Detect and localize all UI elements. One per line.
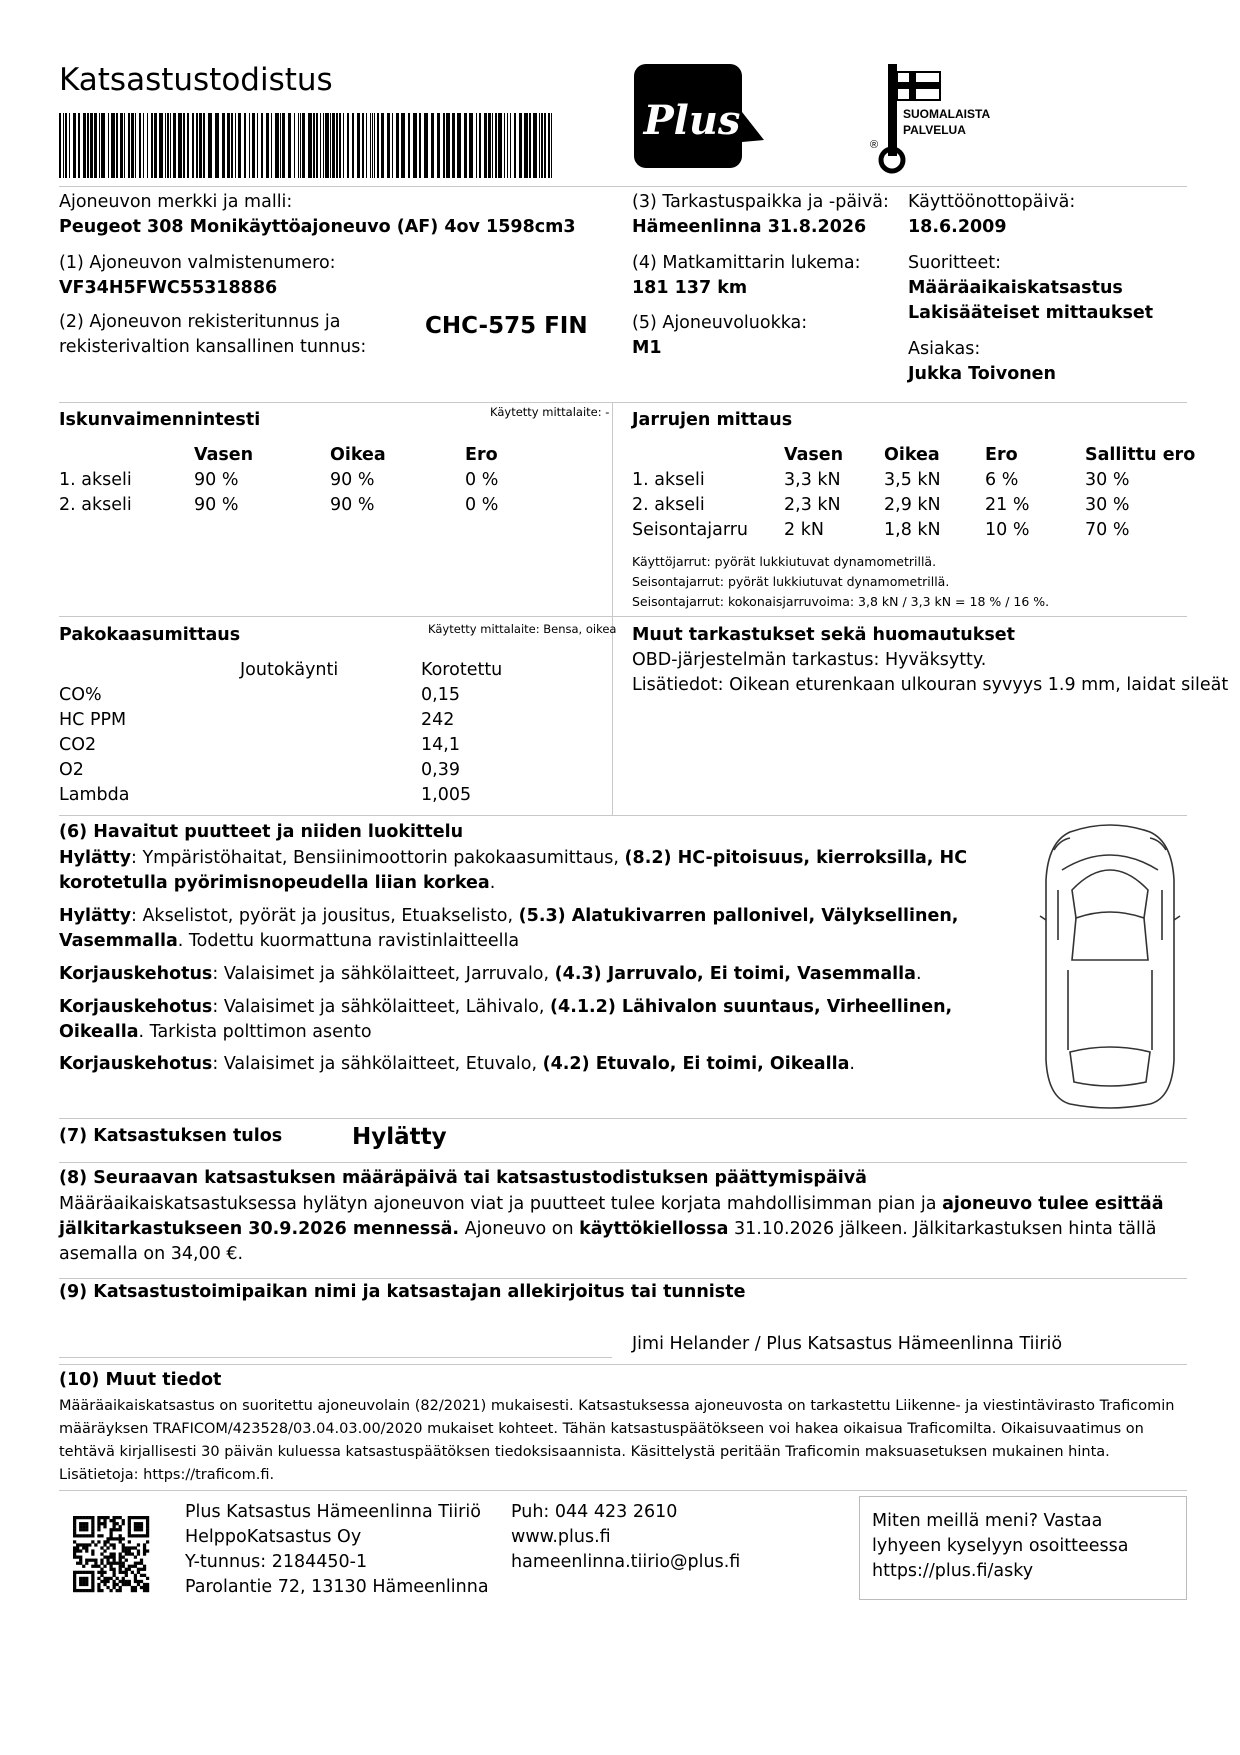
exhaust-row-label: CO2 xyxy=(59,735,97,755)
shock-row-2-left: 90 % xyxy=(194,495,239,515)
brakes-row-3-left: 2 kN xyxy=(784,520,824,540)
vehicle-class: M1 xyxy=(632,338,662,358)
shock-row-1-right: 90 % xyxy=(330,470,375,490)
odometer: 181 137 km xyxy=(632,278,748,298)
brakes-header-allowed: Sallittu ero xyxy=(1085,445,1196,465)
barcode xyxy=(59,113,554,178)
suomalaista-palvelua-logo xyxy=(868,62,991,174)
defect-item: Korjauskehotus: Valaisimet ja sähkölaitteet, Jarruvalo, (4.3) Jarruvalo, Ei toimi, Vasemmalla. xyxy=(59,964,922,984)
next-title: (8) Seuraavan katsastuksen määräpäivä tai katsastustodistuksen päättymispäivä xyxy=(59,1168,867,1188)
exhaust-row-label: CO% xyxy=(59,685,102,705)
shock-row-1-diff: 0 % xyxy=(465,470,499,490)
svg-text:Plus: Plus xyxy=(643,97,741,144)
defect-item: Korjauskehotus: Valaisimet ja sähkölaitteet, Etuvalo, (4.2) Etuvalo, Ei toimi, Oikealla. xyxy=(59,1054,855,1074)
signature-name: Jimi Helander / Plus Katsastus Hämeenlinna Tiiriö xyxy=(632,1334,1063,1354)
shock-row-2-right: 90 % xyxy=(330,495,375,515)
next-text: Määräaikaiskatsastuksessa hylätyn ajoneuvon viat ja puutteet tulee korjata mahdollisimman pian ja ajoneuvo tulee esittää jälkitarkastukseen 30.9.2026 mennessä. Ajoneuvo on käyttökiellossa 31.10.2026 jälkeen. Jälkitarkastuksen hinta tällä asemalla on 34,00 €. xyxy=(59,1194,1164,1264)
car-diagram xyxy=(1040,820,1180,1110)
defect-item: Hylätty: Akselistot, pyörät ja jousitus, Etuakselisto, (5.3) Alatukivarren pallonivel, Välyksellinen, Vasemmalla. Todettu kuormattuna ravistinlaitteella xyxy=(59,906,959,951)
footer-email[interactable]: hameenlinna.tiirio@plus.fi xyxy=(511,1552,741,1572)
defects-title: (6) Havaitut puutteet ja niiden luokittelu xyxy=(59,822,464,842)
shock-row-1-label: 1. akseli xyxy=(59,470,132,490)
other-title: Muut tarkastukset sekä huomautukset xyxy=(632,625,1016,645)
misc-title: (10) Muut tiedot xyxy=(59,1370,222,1390)
footer-company: HelppoKatsastus Oy xyxy=(185,1527,362,1547)
brakes-header-right: Oikea xyxy=(884,445,940,465)
brakes-row-2-diff: 21 % xyxy=(985,495,1030,515)
brakes-row-3-label: Seisontajarru xyxy=(632,520,748,540)
exhaust-header-idle: Joutokäynti xyxy=(240,660,339,680)
shock-header-left: Vasen xyxy=(194,445,254,465)
misc-text: Määräaikaiskatsastus on suoritettu ajoneuvolain (82/2021) mukaisesti. Katsastuksessa ajoneuvosta on tarkastettu Liikenne- ja viestintävirasto Traficomin määräyksen TRAFICOM/423528/03.04.03.00/2020 mukaiset kohteet. Tähän katsastuspäätökseen voi hakea oikaisua Traficomilta. Oikaisuvaatimus on tehtävä kirjallisesti 30 päivän kuluessa katsastuspäätöksen tiedoksisaannista. Käsittelystä peritään Traficomin maksuasetuksen mukainen hinta. Lisätietoja: https://traficom.fi. xyxy=(59,1398,1175,1483)
make-model: Peugeot 308 Monikäyttöajoneuvo (AF) 4ov 1598cm3 xyxy=(59,217,576,237)
brakes-note-1: Käyttöjarrut: pyörät lukkiutuvat dynamometrillä. xyxy=(632,554,937,569)
other-line-2: Lisätiedot: Oikean eturenkaan ulkouran syvyys 1.9 mm, laidat sileät xyxy=(632,675,1229,695)
brakes-note-2: Seisontajarrut: pyörät lukkiutuvat dynamometrillä. xyxy=(632,574,950,589)
brakes-row-1-label: 1. akseli xyxy=(632,470,705,490)
exhaust-row-label: HC PPM xyxy=(59,710,127,730)
reg-label-2: rekisterivaltion kansallinen tunnus: xyxy=(59,337,367,357)
brakes-row-1-left: 3,3 kN xyxy=(784,470,841,490)
place-label: (3) Tarkastuspaikka ja -päivä: xyxy=(632,192,889,212)
reg-label: (2) Ajoneuvon rekisteritunnus ja xyxy=(59,312,341,332)
brakes-row-3-allowed: 70 % xyxy=(1085,520,1130,540)
brakes-row-2-right: 2,9 kN xyxy=(884,495,941,515)
shock-device: Käytetty mittalaite: - xyxy=(490,405,610,419)
result-label: (7) Katsastuksen tulos xyxy=(59,1126,283,1146)
svg-text:®: ® xyxy=(870,139,879,151)
exhaust-row-label: O2 xyxy=(59,760,84,780)
make-model-label: Ajoneuvon merkki ja malli: xyxy=(59,192,293,212)
brakes-row-1-right: 3,5 kN xyxy=(884,470,941,490)
brakes-header-left: Vasen xyxy=(784,445,844,465)
exhaust-row-value: 242 xyxy=(421,710,455,730)
intro-date: 18.6.2009 xyxy=(908,217,1007,237)
shock-header-diff: Ero xyxy=(465,445,498,465)
shock-title: Iskunvaimennintesti xyxy=(59,410,261,430)
brakes-header-diff: Ero xyxy=(985,445,1018,465)
place-date: Hämeenlinna 31.8.2026 xyxy=(632,217,867,237)
vin-label: (1) Ajoneuvon valmistenumero: xyxy=(59,253,336,273)
footer-phone: Puh: 044 423 2610 xyxy=(511,1502,678,1522)
registration-number: CHC-575 FIN xyxy=(425,313,588,339)
survey-box[interactable] xyxy=(859,1496,1187,1600)
class-label: (5) Ajoneuvoluokka: xyxy=(632,313,808,333)
exhaust-title: Pakokaasumittaus xyxy=(59,625,241,645)
other-line-1: OBD-järjestelmän tarkastus: Hyväksytty. xyxy=(632,650,987,670)
footer-company: Parolantie 72, 13130 Hämeenlinna xyxy=(185,1577,489,1597)
svg-text:SUOMALAISTA: SUOMALAISTA xyxy=(903,107,991,121)
performed-1: Määräaikaiskatsastus xyxy=(908,278,1123,298)
brakes-row-2-label: 2. akseli xyxy=(632,495,705,515)
survey-text: Miten meillä meni? Vastaa lyhyeen kyselyyn osoitteessa https://plus.fi/asky xyxy=(872,1511,1129,1581)
defect-item: Hylätty: Ympäristöhaitat, Bensiinimoottorin pakokaasumittaus, (8.2) HC-pitoisuus, kierroksilla, HC korotetulla pyörimisnopeudella liian korkea. xyxy=(59,848,968,893)
exhaust-row-value: 0,39 xyxy=(421,760,460,780)
shock-row-2-label: 2. akseli xyxy=(59,495,132,515)
footer-website[interactable]: www.plus.fi xyxy=(511,1527,611,1547)
exhaust-row-value: 0,15 xyxy=(421,685,460,705)
performed-2: Lakisääteiset mittaukset xyxy=(908,303,1154,323)
brakes-row-1-diff: 6 % xyxy=(985,470,1019,490)
exhaust-device: Käytetty mittalaite: Bensa, oikea xyxy=(428,622,617,636)
exhaust-row-label: Lambda xyxy=(59,785,130,805)
performed-label: Suoritteet: xyxy=(908,253,1001,273)
brakes-title: Jarrujen mittaus xyxy=(632,410,793,430)
brakes-note-3: Seisontajarrut: kokonaisjarruvoima: 3,8 kN / 3,3 kN = 18 % / 16 %. xyxy=(632,594,1050,609)
brakes-row-2-left: 2,3 kN xyxy=(784,495,841,515)
exhaust-row-value: 1,005 xyxy=(421,785,472,805)
qr-code xyxy=(73,1516,149,1592)
shock-row-1-left: 90 % xyxy=(194,470,239,490)
customer: Jukka Toivonen xyxy=(908,364,1056,384)
vin: VF34H5FWC55318886 xyxy=(59,278,278,298)
odometer-label: (4) Matkamittarin lukema: xyxy=(632,253,861,273)
footer-company: Plus Katsastus Hämeenlinna Tiiriö xyxy=(185,1502,481,1522)
brakes-row-3-diff: 10 % xyxy=(985,520,1030,540)
shock-row-2-diff: 0 % xyxy=(465,495,499,515)
customer-label: Asiakas: xyxy=(908,339,981,359)
svg-text:PALVELUA: PALVELUA xyxy=(903,123,966,137)
exhaust-row-value: 14,1 xyxy=(421,735,460,755)
footer-company: Y-tunnus: 2184450-1 xyxy=(185,1552,368,1572)
brakes-row-1-allowed: 30 % xyxy=(1085,470,1130,490)
page-title: Katsastustodistus xyxy=(59,62,333,98)
shock-header-right: Oikea xyxy=(330,445,386,465)
result-value: Hylätty xyxy=(352,1124,447,1150)
defect-item: Korjauskehotus: Valaisimet ja sähkölaitteet, Lähivalo, (4.1.2) Lähivalon suuntaus, Virheellinen, Oikealla. Tarkista polttimon asento xyxy=(59,997,953,1042)
signature-title: (9) Katsastustoimipaikan nimi ja katsastajan allekirjoitus tai tunniste xyxy=(59,1282,746,1302)
brakes-row-2-allowed: 30 % xyxy=(1085,495,1130,515)
brakes-row-3-right: 1,8 kN xyxy=(884,520,941,540)
intro-date-label: Käyttöönottopäivä: xyxy=(908,192,1076,212)
exhaust-header-raised: Korotettu xyxy=(421,660,503,680)
plus-logo xyxy=(632,62,768,170)
